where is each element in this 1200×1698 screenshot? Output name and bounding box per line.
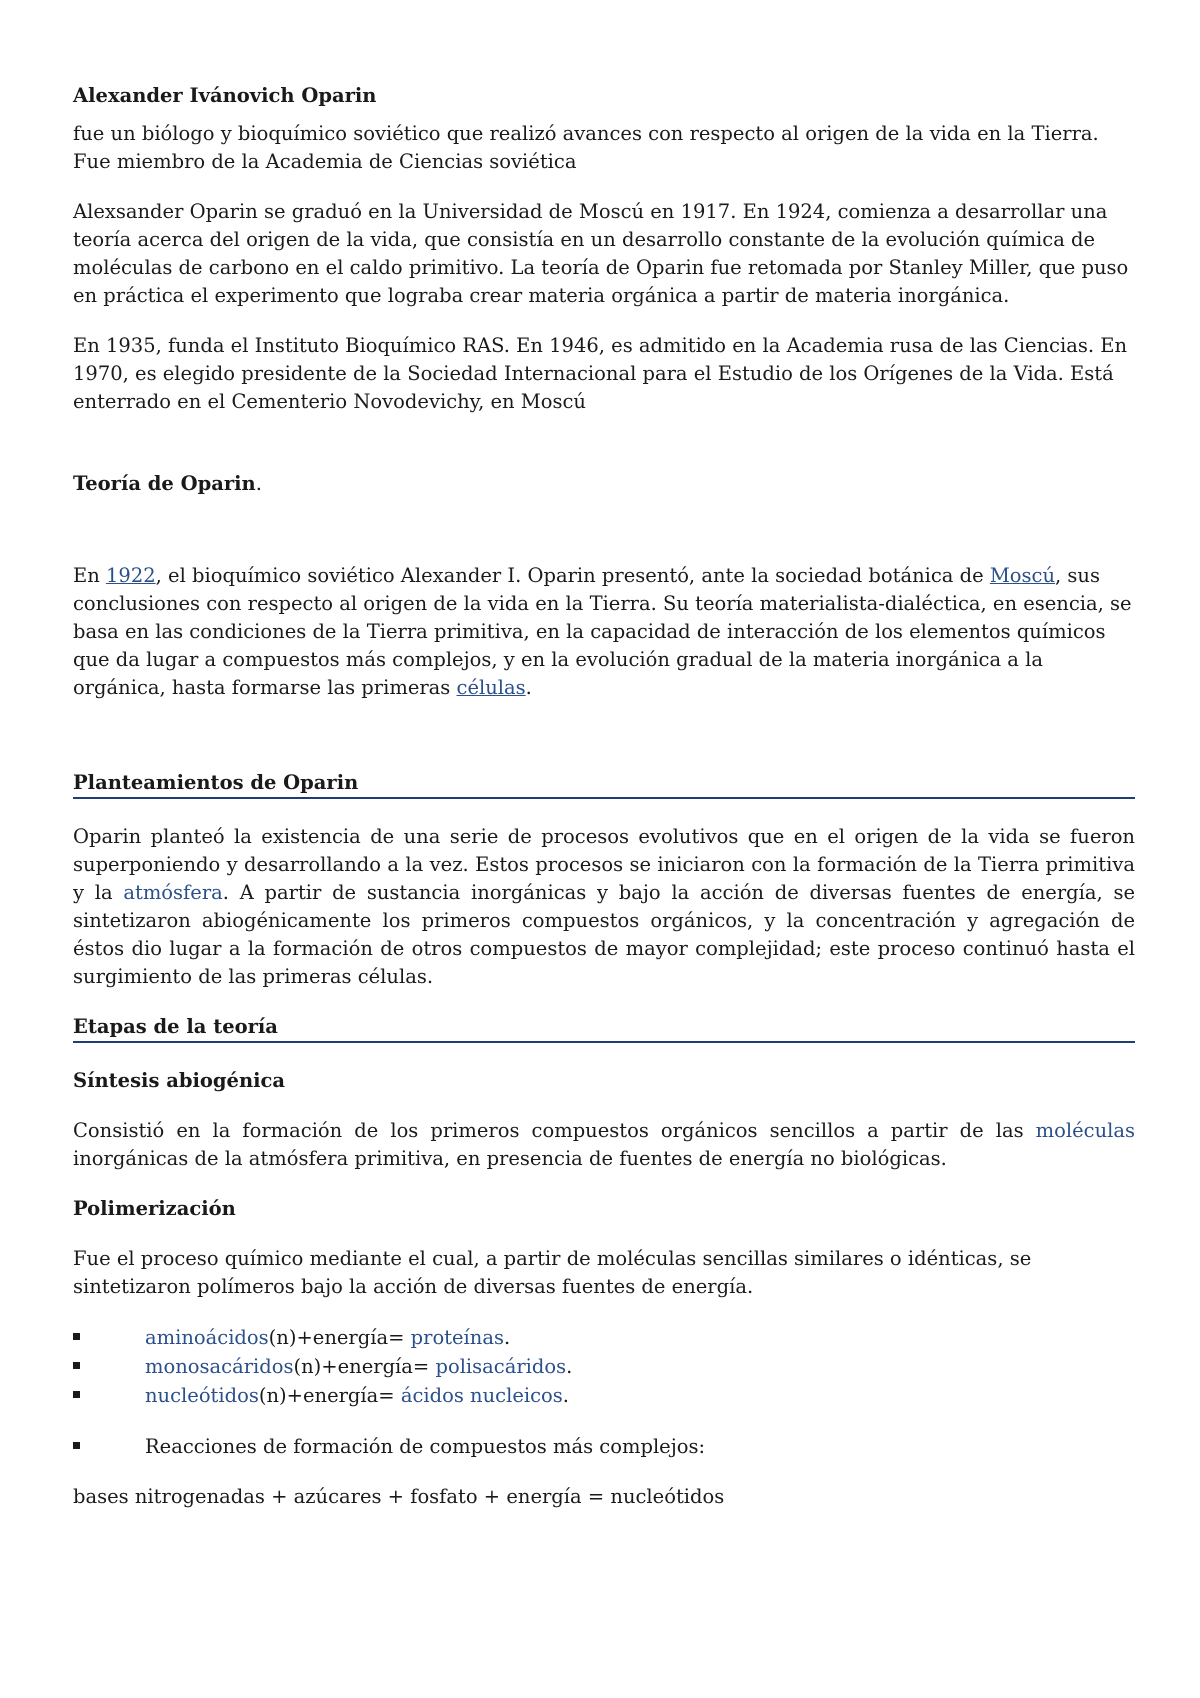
paragraph-career: En 1935, funda el Instituto Bioquímico RAS. En 1946, es admitido en la Academia rusa de las Ciencias. En 1970, es elegido presidente de la Sociedad Internacional para el Estudio de los Orígenes de la Vida. Está enterrado en el Cementerio Novodevichy, en Moscú: [73, 334, 1128, 413]
paragraph-bio: fue un biólogo y bioquímico soviético que realizó avances con respecto al origen de la vida en la Tierra. Fue miembro de la Academia de Ciencias soviética: [73, 122, 1099, 173]
heading-teoria: Teoría de Oparin.: [73, 472, 262, 495]
paragraph-education: Alexsander Oparin se graduó en la Universidad de Moscú en 1917. En 1924, comienza a desarrollar una teoría acerca del origen de la vida, que consistía en un desarrollo constante de la evolución química de moléculas de carbono en el caldo primitivo. La teoría de Oparin fue retomada por Stanley Miller, que puso en práctica el experimento que lograba crear materia orgánica a partir de materia inorgánica.: [73, 200, 1129, 307]
heading-oparin: Alexander Ivánovich Oparin: [73, 84, 377, 107]
link-moscu[interactable]: Moscú: [989, 564, 1056, 587]
heading-sintesis: Síntesis abiogénica: [73, 1069, 286, 1092]
link-atmosfera[interactable]: atmósfera: [123, 881, 223, 904]
link-celulas[interactable]: células: [456, 676, 526, 699]
list-item: Reacciones de formación de compuestos más complejos:: [73, 1432, 1135, 1461]
link-aminoacidos[interactable]: aminoácidos: [145, 1326, 269, 1349]
reaction-list: [73, 1432, 1135, 1461]
heading-polimerizacion: Polimerización: [73, 1197, 236, 1220]
link-acidos-nucleicos[interactable]: ácidos nucleicos: [400, 1384, 563, 1407]
bullet-square-icon: [73, 1442, 80, 1449]
link-monosacaridos[interactable]: monosacáridos: [145, 1355, 294, 1378]
bullet-square-icon: [73, 1391, 80, 1398]
list-item: monosacáridos(n)+energía= polisacáridos.: [73, 1352, 1135, 1381]
bullet-square-icon: [73, 1362, 80, 1369]
document-content: [73, 82, 1135, 1511]
heading-planteamientos: Planteamientos de Oparin: [73, 769, 1135, 799]
heading-etapas: Etapas de la teoría: [73, 1013, 1135, 1043]
paragraph-teoria: En 1922, el bioquímico soviético Alexander I. Oparin presentó, ante la sociedad botánica de Moscú, sus conclusiones con respecto al origen de la vida en la Tierra. Su teoría materialista-dialéctica, en esencia, se basa en las condiciones de la Tierra primitiva, en la capacidad de interacción de los elementos químicos que da lugar a compuestos más complejos, y en la evolución gradual de la materia inorgánica a la orgánica, hasta formarse las primeras células.: [73, 564, 1132, 699]
paragraph-polimerizacion: Fue el proceso químico mediante el cual, a partir de moléculas sencillas similares o idénticas, se sintetizaron polímeros bajo la acción de diversas fuentes de energía.: [73, 1247, 1032, 1298]
formula-nucleotidos: bases nitrogenadas + azúcares + fosfato + energía = nucleótidos: [73, 1485, 725, 1508]
list-item: nucleótidos(n)+energía= ácidos nucleicos.: [73, 1381, 1135, 1410]
link-moleculas[interactable]: moléculas: [1035, 1119, 1135, 1142]
polymer-list: [73, 1323, 1135, 1410]
paragraph-sintesis: Consistió en la formación de los primeros compuestos orgánicos sencillos a partir de las moléculas inorgánicas de la atmósfera primitiva, en presencia de fuentes de energía no biológicas.: [73, 1119, 1135, 1170]
link-polisacaridos[interactable]: polisacáridos: [435, 1355, 567, 1378]
paragraph-planteamientos: Oparin planteó la existencia de una serie de procesos evolutivos que en el origen de la vida se fueron superponiendo y desarrollando a la vez. Estos procesos se iniciaron con la formación de la Tierra primitiva y la atmósfera. A partir de sustancia inorgánicas y bajo la acción de diversas fuentes de energía, se sintetizaron abiogénicamente los primeros compuestos orgánicos, y la concentración y agregación de éstos dio lugar a la formación de otros compuestos de mayor complejidad; este proceso continuó hasta el surgimiento de las primeras células.: [73, 825, 1135, 988]
link-proteinas[interactable]: proteínas: [410, 1326, 504, 1349]
link-nucleotidos[interactable]: nucleótidos: [145, 1384, 259, 1407]
link-1922[interactable]: 1922: [106, 564, 156, 587]
bullet-square-icon: [73, 1333, 80, 1340]
list-item: aminoácidos(n)+energía= proteínas.: [73, 1323, 1135, 1352]
